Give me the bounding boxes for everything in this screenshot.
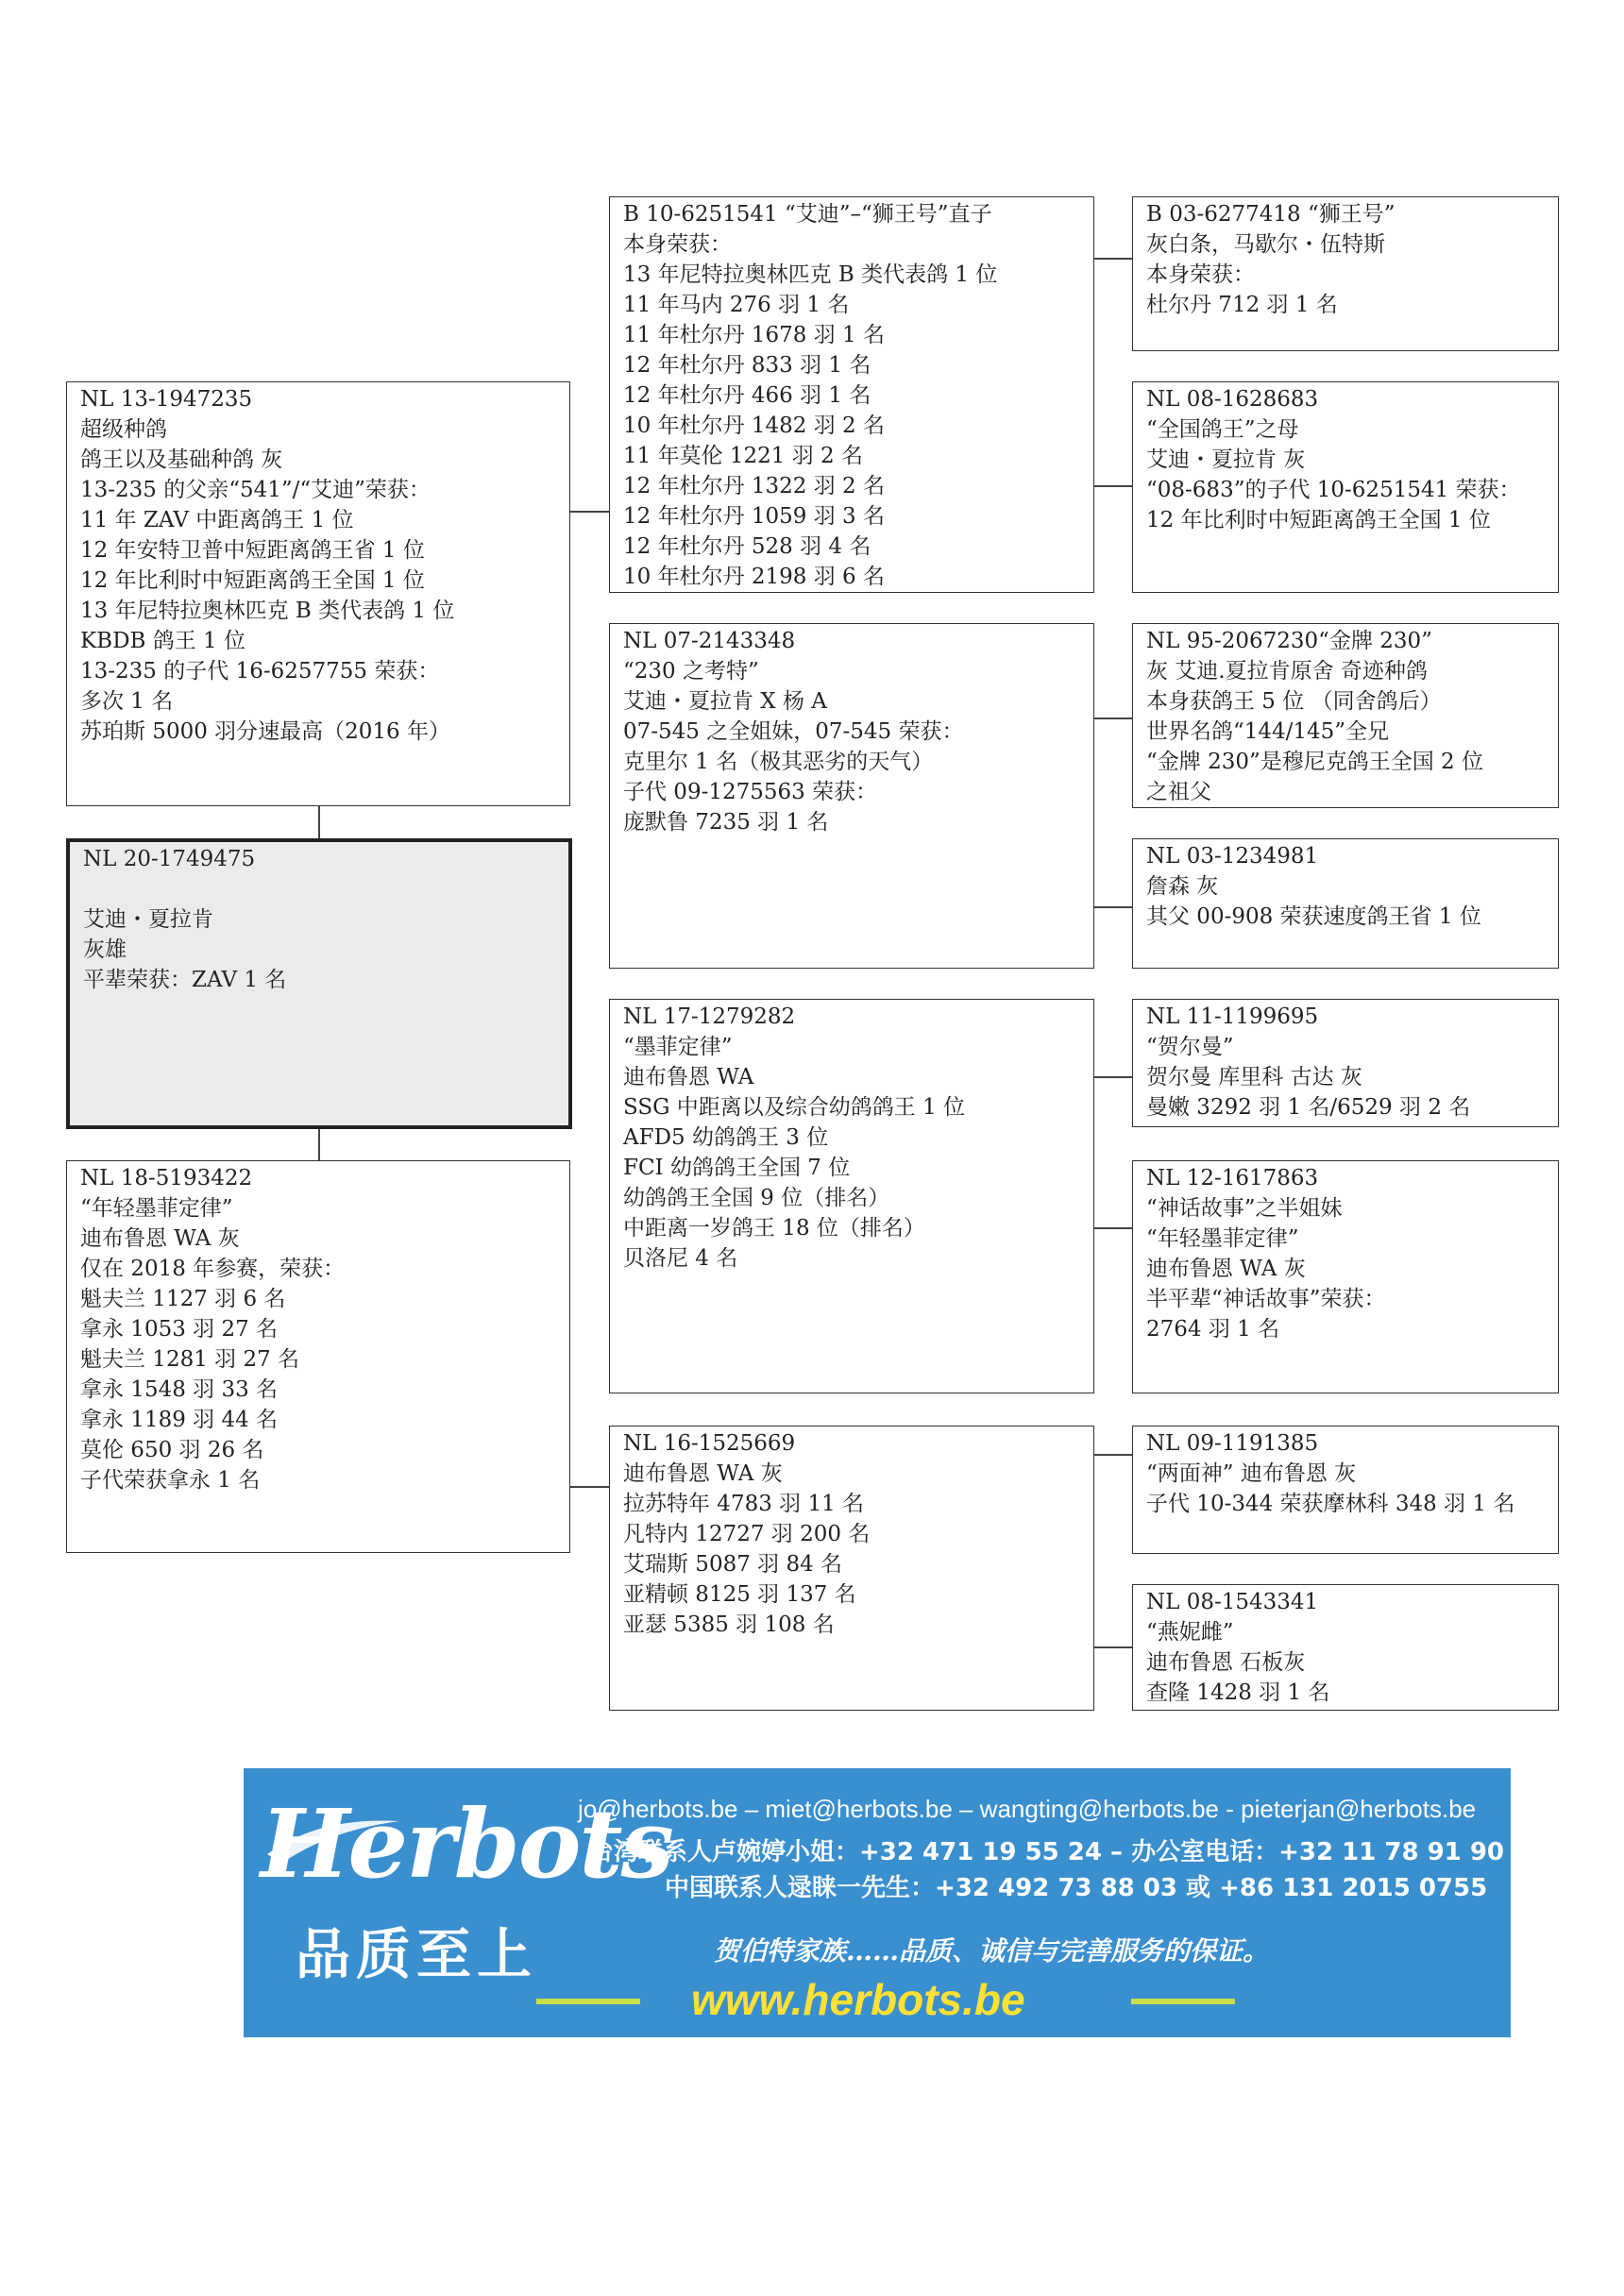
sire-sire-line: B 10-6251541 “艾迪”–“狮王号”直子	[623, 202, 992, 227]
subject-line: 平辈荣获：ZAV 1 名	[83, 968, 287, 992]
dam-sire-line: SSG 中距离以及综合幼鸽鸽王 1 位	[623, 1095, 966, 1120]
ssd-line: 艾迪・夏拉肯 灰	[1146, 447, 1306, 472]
dsd-box	[1132, 1160, 1559, 1393]
connector	[1092, 1227, 1132, 1229]
dam-box	[66, 1160, 570, 1553]
sire-sire-line: 11 年杜尔丹 1678 羽 1 名	[623, 323, 885, 347]
dam-dam-line: 艾瑞斯 5087 羽 84 名	[623, 1552, 843, 1577]
dss-line: 曼嫩 3292 羽 1 名/6529 羽 2 名	[1146, 1095, 1471, 1120]
connector	[1092, 1454, 1132, 1456]
dsd-line: 半平辈“神话故事”荣获：	[1146, 1287, 1386, 1311]
dam-sire-line: 幼鸽鸽王全国 9 位（排名）	[623, 1186, 890, 1210]
sire-sire-line: 13 年尼特拉奥林匹克 B 类代表鸽 1 位	[623, 262, 998, 287]
sire-sire-line: 本身荣获：	[623, 232, 732, 257]
dss-box	[1132, 999, 1559, 1127]
ssd-box	[1132, 381, 1559, 593]
china-contact: 中国联系人逯睐一先生：+32 492 73 88 03 或 +86 131 2015 0755	[665, 1874, 1488, 1902]
sss-line: 杜尔丹 712 羽 1 名	[1146, 293, 1338, 317]
sire-sire-box	[609, 196, 1094, 593]
sire-line: 13-235 的子代 16-6257755 荣获：	[80, 659, 440, 684]
dsd-line: 2764 羽 1 名	[1146, 1317, 1280, 1342]
dss-line: 贺尔曼 库里科 古达 灰	[1146, 1065, 1362, 1089]
sds-line: 之祖父	[1146, 780, 1211, 804]
motto: 贺伯特家族……品质、诚信与完善服务的保证。	[714, 1935, 1270, 1967]
ddd-box	[1132, 1584, 1559, 1711]
dam-line: 仅在 2018 年参赛，荣获：	[80, 1257, 346, 1281]
sire-sire-line: 12 年杜尔丹 528 羽 4 名	[623, 534, 871, 559]
dds-line: “两面神” 迪布鲁恩 灰	[1146, 1461, 1357, 1486]
ssd-line: 12 年比利时中短距离鸽王全国 1 位	[1146, 508, 1491, 532]
ddd-line: “燕妮雌”	[1146, 1620, 1234, 1645]
dds-line: NL 09-1191385	[1146, 1431, 1319, 1456]
sire-dam-line: NL 07-2143348	[623, 629, 796, 653]
dam-dam-line: 凡特内 12727 羽 200 名	[623, 1522, 871, 1546]
sire-box	[66, 381, 570, 806]
sire-sire-line: 10 年杜尔丹 1482 羽 2 名	[623, 414, 885, 438]
website-link[interactable]: www.herbots.be	[691, 1975, 1025, 2024]
dam-line: 莫伦 650 羽 26 名	[80, 1438, 264, 1462]
sire-dam-line: 子代 09-1275563 荣获：	[623, 780, 878, 804]
connector	[569, 1486, 609, 1488]
sds-line: 灰 艾迪.夏拉肯原舍 奇迹种鸽	[1146, 659, 1428, 684]
connector	[1092, 906, 1132, 908]
dam-sire-line: NL 17-1279282	[623, 1004, 796, 1029]
dds-line: 子代 10-344 荣获摩林科 348 羽 1 名	[1146, 1492, 1515, 1516]
sds-line: 本身获鸽王 5 位 （同舍鸽后）	[1146, 689, 1442, 714]
connector	[1092, 1646, 1132, 1648]
sire-line: KBDB 鸽王 1 位	[80, 629, 245, 653]
sire-sire-line: 10 年杜尔丹 2198 羽 6 名	[623, 565, 885, 589]
herbots-logo: Herbots	[261, 1788, 672, 1899]
ddd-line: 迪布鲁恩 石板灰	[1146, 1650, 1306, 1675]
herbots-banner	[244, 1768, 1511, 2037]
dam-dam-line: 拉苏特年 4783 羽 11 名	[623, 1492, 865, 1516]
sire-line: 苏珀斯 5000 羽分速最高（2016 年）	[80, 719, 450, 744]
dsd-line: 迪布鲁恩 WA 灰	[1146, 1257, 1306, 1281]
dam-line: 魁夫兰 1281 羽 27 名	[80, 1347, 300, 1372]
sds-line: “金牌 230”是穆尼克鸽王全国 2 位	[1146, 750, 1483, 774]
sire-dam-line: 艾迪・夏拉肯 X 杨 A	[623, 689, 827, 714]
dss-line: “贺尔曼”	[1146, 1035, 1234, 1059]
dam-sire-line: 中距离一岁鸽王 18 位（排名）	[623, 1216, 925, 1241]
dam-line: 迪布鲁恩 WA 灰	[80, 1226, 240, 1251]
sdd-line: 詹森 灰	[1146, 874, 1219, 899]
ssd-line: NL 08-1628683	[1146, 387, 1319, 412]
dam-line: “年轻墨菲定律”	[80, 1196, 233, 1221]
dam-dam-line: NL 16-1525669	[623, 1431, 796, 1456]
subject-box	[66, 838, 572, 1129]
sire-line: 11 年 ZAV 中距离鸽王 1 位	[80, 508, 354, 532]
sire-line: 12 年安特卫普中短距离鸽王省 1 位	[80, 538, 425, 563]
dam-line: 拿永 1053 羽 27 名	[80, 1317, 279, 1342]
dsd-line: “神话故事”之半姐妹	[1146, 1196, 1343, 1221]
dam-dam-line: 迪布鲁恩 WA 灰	[623, 1461, 783, 1486]
sire-sire-line: 12 年杜尔丹 833 羽 1 名	[623, 353, 871, 378]
sss-line: B 03-6277418 “狮王号”	[1146, 202, 1396, 227]
sire-dam-line: “230 之考特”	[623, 659, 759, 684]
dam-dam-line: 亚精顿 8125 羽 137 名	[623, 1582, 856, 1607]
dsd-line: “年轻墨菲定律”	[1146, 1226, 1299, 1251]
contact-emails[interactable]: jo@herbots.be – miet@herbots.be – wangting@herbots.be - pieterjan@herbots.be	[578, 1795, 1477, 1823]
dsd-line: NL 12-1617863	[1146, 1166, 1319, 1190]
dam-line: 子代荣获拿永 1 名	[80, 1468, 261, 1493]
sss-line: 本身荣获：	[1146, 262, 1255, 287]
ddd-line: 查隆 1428 羽 1 名	[1146, 1680, 1330, 1705]
sire-line: NL 13-1947235	[80, 387, 253, 412]
sire-line: 多次 1 名	[80, 689, 174, 714]
ssd-line: “全国鸽王”之母	[1146, 417, 1299, 442]
connector	[318, 1128, 320, 1160]
connector	[1092, 485, 1132, 487]
dam-sire-line: FCI 幼鸽鸽王全国 7 位	[623, 1156, 851, 1180]
dam-line: NL 18-5193422	[80, 1166, 253, 1190]
connector	[569, 511, 609, 513]
sire-dam-line: 07-545 之全姐妹，07-545 荣获：	[623, 719, 964, 744]
dss-line: NL 11-1199695	[1146, 1004, 1319, 1029]
dam-dam-box	[609, 1426, 1094, 1711]
sss-line: 灰白条，马歇尔・伍特斯	[1146, 232, 1385, 257]
sdd-line: 其父 00-908 荣获速度鸽王省 1 位	[1146, 904, 1481, 929]
sire-sire-line: 12 年杜尔丹 1322 羽 2 名	[623, 474, 885, 498]
ddd-line: NL 08-1543341	[1146, 1590, 1319, 1614]
ssd-line: “08-683”的子代 10-6251541 荣获：	[1146, 478, 1521, 502]
dam-line: 魁夫兰 1127 羽 6 名	[80, 1287, 286, 1311]
sire-line: 13 年尼特拉奥林匹克 B 类代表鸽 1 位	[80, 599, 455, 623]
sire-sire-line: 11 年马内 276 羽 1 名	[623, 293, 850, 317]
divider	[1131, 1999, 1235, 2004]
sdd-line: NL 03-1234981	[1146, 844, 1319, 869]
dam-sire-line: 贝洛尼 4 名	[623, 1246, 738, 1271]
sire-dam-box	[609, 623, 1094, 969]
subject-line: 艾迪・夏拉肯	[83, 907, 213, 932]
dam-line: 拿永 1548 羽 33 名	[80, 1377, 279, 1402]
dam-sire-line: “墨菲定律”	[623, 1035, 733, 1059]
sds-line: NL 95-2067230“金牌 230”	[1146, 629, 1432, 653]
sire-line: 鸽王以及基础种鸽 灰	[80, 447, 283, 472]
slogan: 品质至上	[296, 1922, 538, 1986]
dam-sire-box	[609, 999, 1094, 1393]
sire-line: 超级种鸽	[80, 417, 167, 442]
sire-dam-line: 克里尔 1 名（极其恶劣的天气）	[623, 750, 934, 774]
sss-box	[1132, 196, 1559, 351]
subject-line	[83, 874, 555, 904]
sds-line: 世界名鸽“144/145”全兄	[1146, 719, 1390, 744]
sdd-box	[1132, 838, 1559, 969]
sire-sire-line: 11 年莫伦 1221 羽 2 名	[623, 444, 863, 468]
sire-sire-line: 12 年杜尔丹 466 羽 1 名	[623, 383, 871, 408]
sds-box	[1132, 623, 1559, 808]
dam-sire-line: AFD5 幼鸽鸽王 3 位	[623, 1125, 829, 1150]
sire-dam-line: 庞默鲁 7235 羽 1 名	[623, 810, 829, 835]
connector	[1092, 718, 1132, 719]
sire-line: 12 年比利时中短距离鸽王全国 1 位	[80, 568, 425, 593]
connector	[1092, 258, 1132, 260]
subject-ring-number: NL 20-1749475	[83, 847, 256, 871]
divider	[536, 1999, 640, 2004]
subject-line: 灰雄	[83, 937, 127, 962]
dam-dam-line: 亚瑟 5385 羽 108 名	[623, 1612, 835, 1637]
sire-sire-line: 12 年杜尔丹 1059 羽 3 名	[623, 504, 885, 529]
sire-line: 13-235 的父亲“541”/“艾迪”荣获：	[80, 478, 431, 502]
dam-sire-line: 迪布鲁恩 WA	[623, 1065, 754, 1089]
taiwan-contact: 台湾联系人卢婉婷小姐：+32 471 19 55 24 – 办公室电话：+32 11 78 91 90	[589, 1838, 1504, 1866]
dam-line: 拿永 1189 羽 44 名	[80, 1408, 279, 1432]
connector	[1092, 1076, 1132, 1078]
dds-box	[1132, 1426, 1559, 1554]
connector	[318, 804, 320, 840]
